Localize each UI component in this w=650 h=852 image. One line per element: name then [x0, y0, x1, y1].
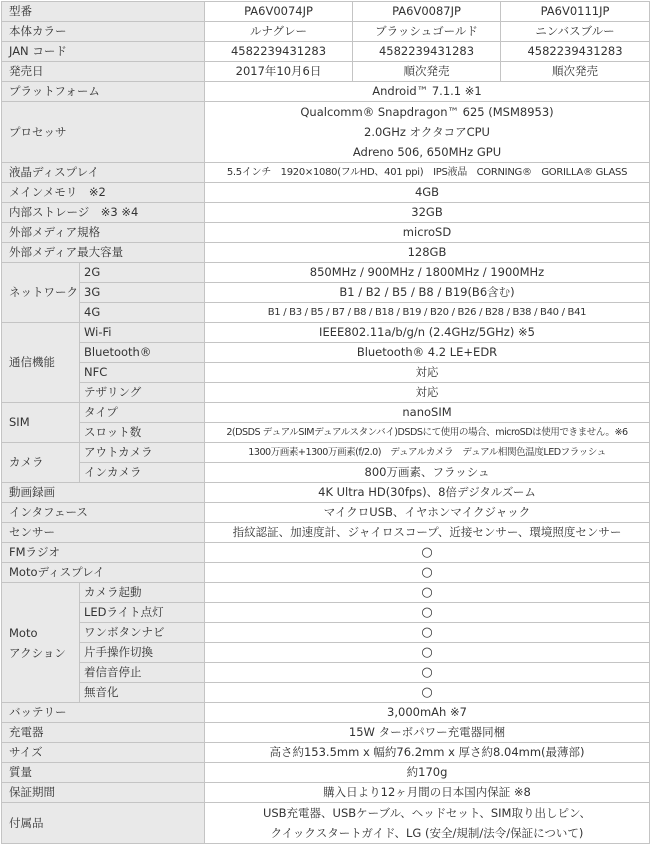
network-value-3g: B1 / B2 / B5 / B8 / B19(B6含む) — [205, 283, 650, 303]
row-warranty — [2, 783, 650, 803]
sim-sub-slots: スロット数 — [80, 423, 205, 443]
moto-action-value-nav: ○ — [205, 623, 650, 643]
jan-value-2: 4582239431283 — [353, 42, 501, 62]
row-camera-in — [2, 463, 650, 483]
storage-label: 内部ストレージ ※3 ※4 — [2, 203, 205, 223]
model-value-3: PA6V0111JP — [501, 2, 650, 22]
row-media-max — [2, 243, 650, 263]
row-weight — [2, 763, 650, 783]
row-network-2g — [2, 263, 650, 283]
weight-label: 質量 — [2, 763, 205, 783]
accessories-label: 付属品 — [2, 803, 205, 844]
row-display — [2, 163, 650, 183]
row-moto-action-mute — [2, 683, 650, 703]
row-comm-wifi — [2, 323, 650, 343]
network-sub-4g: 4G — [80, 303, 205, 323]
moto-action-value-mute: ○ — [205, 683, 650, 703]
processor-line-1: Qualcomm® Snapdragon™ 625 (MSM8953) — [300, 105, 554, 119]
row-battery — [2, 703, 650, 723]
size-value: 高さ約153.5mm x 幅約76.2mm x 厚さ約8.04mm(最薄部) — [205, 743, 650, 763]
camera-value-out: 1300万画素+1300万画素(f/2.0) デュアルカメラ デュアル相関色温度LEDフラッシュ — [205, 443, 650, 463]
row-video — [2, 483, 650, 503]
row-moto-action-led — [2, 603, 650, 623]
row-sim-slots — [2, 423, 650, 443]
camera-value-in: 800万画素、フラッシュ — [205, 463, 650, 483]
battery-value: 3,000mAh ※7 — [205, 703, 650, 723]
fm-value: ○ — [205, 543, 650, 563]
battery-label: バッテリー — [2, 703, 205, 723]
fm-label: FMラジオ — [2, 543, 205, 563]
color-value-2: ブラッシュゴールド — [353, 22, 501, 42]
accessories-value — [205, 803, 650, 844]
comm-sub-wifi: Wi-Fi — [80, 323, 205, 343]
media-label: 外部メディア規格 — [2, 223, 205, 243]
moto-action-sub-ringstop: 着信音停止 — [80, 663, 205, 683]
row-comm-nfc — [2, 363, 650, 383]
row-sensor — [2, 523, 650, 543]
processor-line-2: 2.0GHz オクタコアCPU — [364, 125, 490, 139]
row-platform — [2, 82, 650, 102]
row-moto-action-onehand — [2, 643, 650, 663]
comm-sub-nfc: NFC — [80, 363, 205, 383]
sim-label: SIM — [2, 403, 80, 443]
row-comm-tethering — [2, 383, 650, 403]
processor-line-3: Adreno 506, 650MHz GPU — [352, 145, 502, 159]
warranty-label: 保証期間 — [2, 783, 205, 803]
row-charger — [2, 723, 650, 743]
row-memory — [2, 183, 650, 203]
row-camera-out — [2, 443, 650, 463]
video-label: 動画録画 — [2, 483, 205, 503]
moto-action-value-onehand: ○ — [205, 643, 650, 663]
platform-label: プラットフォーム — [2, 82, 205, 102]
spec-table — [1, 1, 650, 844]
row-moto-display — [2, 563, 650, 583]
storage-value: 32GB — [205, 203, 650, 223]
interface-value: マイクロUSB、イヤホンマイクジャック — [205, 503, 650, 523]
row-moto-action-nav — [2, 623, 650, 643]
row-jan — [2, 42, 650, 62]
media-max-label: 外部メディア最大容量 — [2, 243, 205, 263]
model-label: 型番 — [2, 2, 205, 22]
jan-value-1: 4582239431283 — [205, 42, 353, 62]
platform-value: Android™ 7.1.1 ※1 — [205, 82, 650, 102]
row-release — [2, 62, 650, 82]
row-comm-bluetooth — [2, 343, 650, 363]
camera-label: カメラ — [2, 443, 80, 483]
model-value-1: PA6V0074JP — [205, 2, 353, 22]
row-moto-action-ringstop — [2, 663, 650, 683]
release-value-2: 順次発売 — [353, 62, 501, 82]
row-model — [2, 2, 650, 22]
moto-display-label: Motoディスプレイ — [2, 563, 205, 583]
media-max-value: 128GB — [205, 243, 650, 263]
jan-label: JAN コード — [2, 42, 205, 62]
comm-value-wifi: IEEE802.11a/b/g/n (2.4GHz/5GHz) ※5 — [205, 323, 650, 343]
processor-value — [205, 102, 650, 163]
moto-action-label — [2, 583, 80, 703]
moto-action-value-led: ○ — [205, 603, 650, 623]
sensor-value: 指紋認証、加速度計、ジャイロスコープ、近接センサー、環境照度センサー — [205, 523, 650, 543]
weight-value: 約170g — [205, 763, 650, 783]
video-value: 4K Ultra HD(30fps)、8倍デジタルズーム — [205, 483, 650, 503]
sim-value-type: nanoSIM — [205, 403, 650, 423]
charger-label: 充電器 — [2, 723, 205, 743]
size-label: サイズ — [2, 743, 205, 763]
memory-value: 4GB — [205, 183, 650, 203]
sim-value-slots: 2(DSDS デュアルSIMデュアルスタンバイ)DSDSにて使用の場合、microSDは使用できません。※6 — [205, 423, 650, 443]
row-color — [2, 22, 650, 42]
processor-label: プロセッサ — [2, 102, 205, 163]
moto-action-label-line-1: Moto — [9, 625, 38, 640]
comm-sub-tethering: テザリング — [80, 383, 205, 403]
charger-value: 15W ターボパワー充電器同梱 — [205, 723, 650, 743]
comm-label: 通信機能 — [2, 323, 80, 403]
camera-sub-in: インカメラ — [80, 463, 205, 483]
warranty-value: 購入日より12ヶ月間の日本国内保証 ※8 — [205, 783, 650, 803]
moto-action-label-line-2: アクション — [9, 645, 66, 660]
moto-display-value: ○ — [205, 563, 650, 583]
moto-action-sub-led: LEDライト点灯 — [80, 603, 205, 623]
network-sub-2g: 2G — [80, 263, 205, 283]
color-label: 本体カラー — [2, 22, 205, 42]
row-size — [2, 743, 650, 763]
model-value-2: PA6V0087JP — [353, 2, 501, 22]
moto-action-sub-mute: 無音化 — [80, 683, 205, 703]
row-fm — [2, 543, 650, 563]
release-value-3: 順次発売 — [501, 62, 650, 82]
row-processor — [2, 102, 650, 163]
comm-value-nfc: 対応 — [205, 363, 650, 383]
row-moto-action-camera — [2, 583, 650, 603]
network-value-2g: 850MHz / 900MHz / 1800MHz / 1900MHz — [205, 263, 650, 283]
network-value-4g: B1 / B3 / B5 / B7 / B8 / B18 / B19 / B20 / B26 / B28 / B38 / B40 / B41 — [205, 303, 650, 323]
moto-action-sub-camera: カメラ起動 — [80, 583, 205, 603]
sim-sub-type: タイプ — [80, 403, 205, 423]
row-network-3g — [2, 283, 650, 303]
moto-action-sub-nav: ワンボタンナビ — [80, 623, 205, 643]
moto-action-sub-onehand: 片手操作切換 — [80, 643, 205, 663]
accessories-line-2: クイックスタートガイド、LG (安全/規制/法令/保証について) — [270, 826, 584, 840]
release-value-1: 2017年10月6日 — [205, 62, 353, 82]
comm-sub-bluetooth: Bluetooth® — [80, 343, 205, 363]
color-value-1: ルナグレー — [205, 22, 353, 42]
network-sub-3g: 3G — [80, 283, 205, 303]
moto-action-value-ringstop: ○ — [205, 663, 650, 683]
moto-action-value-camera: ○ — [205, 583, 650, 603]
row-sim-type — [2, 403, 650, 423]
accessories-line-1: USB充電器、USBケーブル、ヘッドセット、SIM取り出しピン、 — [262, 806, 592, 820]
row-accessories — [2, 803, 650, 844]
network-label: ネットワーク — [2, 263, 80, 323]
memory-label: メインメモリ ※2 — [2, 183, 205, 203]
comm-value-tethering: 対応 — [205, 383, 650, 403]
row-media — [2, 223, 650, 243]
release-label: 発売日 — [2, 62, 205, 82]
color-value-3: ニンバスブルー — [501, 22, 650, 42]
comm-value-bluetooth: Bluetooth® 4.2 LE+EDR — [205, 343, 650, 363]
interface-label: インタフェース — [2, 503, 205, 523]
jan-value-3: 4582239431283 — [501, 42, 650, 62]
display-value: 5.5インチ 1920×1080(フルHD、401 ppi) IPS液晶 CORNING® GORILLA® GLASS — [205, 163, 650, 183]
sensor-label: センサー — [2, 523, 205, 543]
camera-sub-out: アウトカメラ — [80, 443, 205, 463]
media-value: microSD — [205, 223, 650, 243]
row-interface — [2, 503, 650, 523]
row-storage — [2, 203, 650, 223]
display-label: 液晶ディスプレイ — [2, 163, 205, 183]
row-network-4g — [2, 303, 650, 323]
